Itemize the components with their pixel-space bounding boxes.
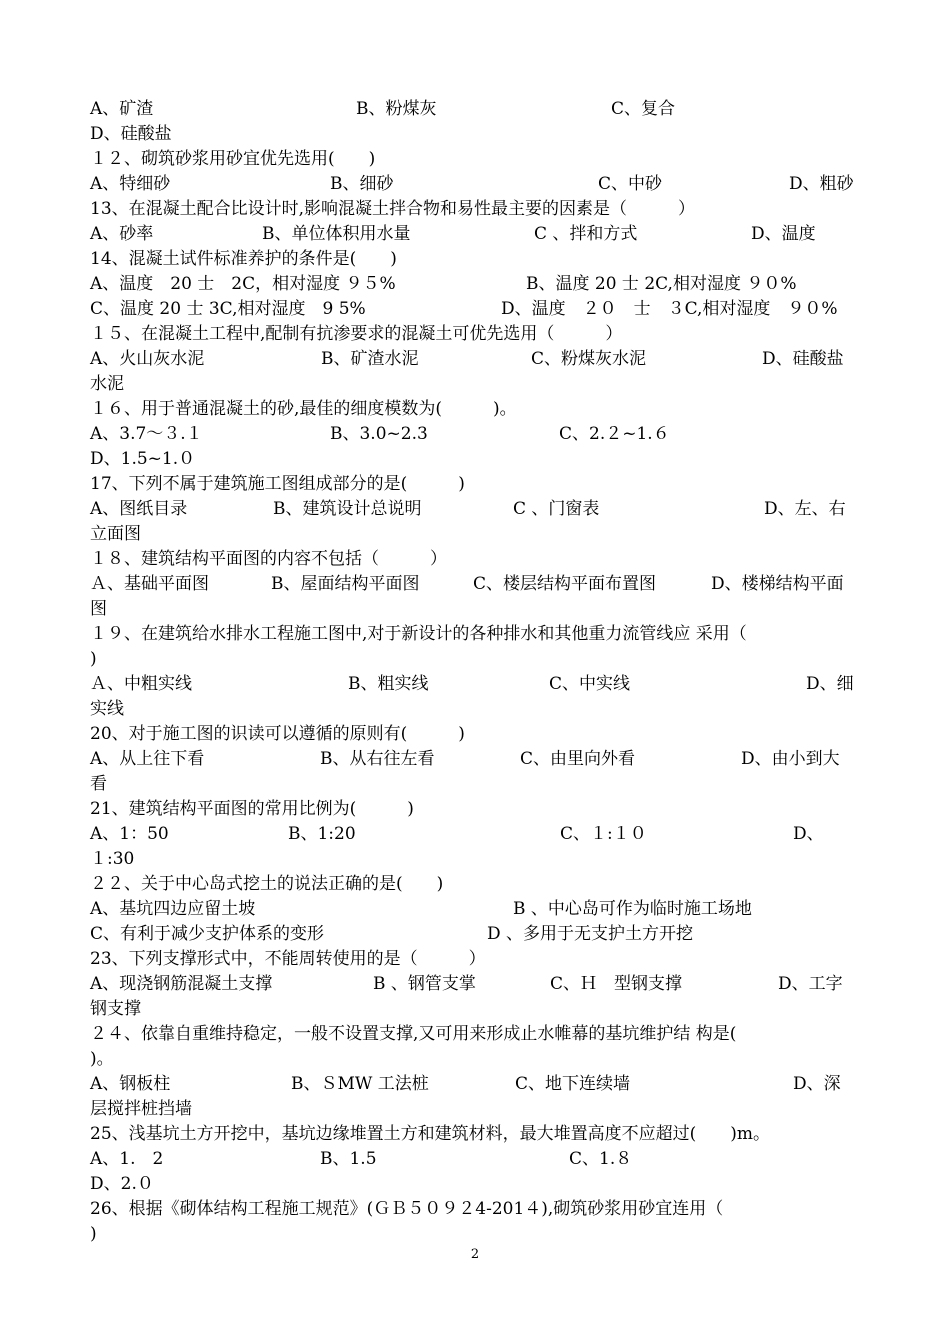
option-d: D、温度 xyxy=(751,224,816,244)
option-b: B、3.0~2.3 xyxy=(330,424,428,444)
question-22: ２２、关于中心岛式挖土的说法正确的是( ) xyxy=(90,874,444,894)
text-line xyxy=(90,1047,870,1072)
option-b: B、温度 20 士 2C,相对湿度 ９０% xyxy=(526,274,797,294)
option-continuation: 层搅拌桩挡墙 xyxy=(90,1099,192,1119)
question-continuation: )。 xyxy=(90,1049,114,1069)
question-line xyxy=(90,197,870,222)
question-24: ２４、依靠自重维持稳定，一般不设置支撑,又可用来形成止水帷幕的基坑维护结 构是( xyxy=(90,1024,737,1044)
question-17: 17、下列不属于建筑施工图组成部分的是( ) xyxy=(90,474,465,494)
option-d: D、2.０ xyxy=(90,1174,154,1194)
option-a: Ａ、中粗实线 xyxy=(90,674,192,694)
text-line xyxy=(90,97,870,122)
option-c: C、楼层结构平面布置图 xyxy=(473,574,657,594)
option-c: C、１:１０ xyxy=(560,824,647,844)
option-d: D、温度 ２０ 士 ３C,相对湿度 ９０% xyxy=(501,299,838,319)
question-line xyxy=(90,947,870,972)
option-b: B、粉煤灰 xyxy=(356,99,437,119)
question-line xyxy=(90,547,870,572)
question-25: 25、浅基坑土方开挖中，基坑边缘堆置土方和建筑材料，最大堆置高度不应超过( )m。 xyxy=(90,1124,771,1144)
text-line xyxy=(90,572,870,597)
question-16: １６、用于普通混凝土的砂,最佳的细度模数为( )。 xyxy=(90,399,517,419)
text-line xyxy=(90,172,870,197)
option-b: B、屋面结构平面图 xyxy=(271,574,420,594)
text-line xyxy=(90,847,870,872)
text-line xyxy=(90,447,870,472)
question-line xyxy=(90,1122,870,1147)
text-line xyxy=(90,697,870,722)
question-19: １９、在建筑给水排水工程施工图中,对于新设计的各种排水和其他重力流管线应 采用（ xyxy=(90,624,747,644)
text-line xyxy=(90,672,870,697)
text-line xyxy=(90,222,870,247)
question-15: １５、在混凝土工程中,配制有抗渗要求的混凝土可优先选用（ ） xyxy=(90,324,623,344)
text-line xyxy=(90,372,870,397)
option-b: B 、钢管支掌 xyxy=(373,974,476,994)
option-b: B 、中心岛可作为临时施工场地 xyxy=(513,899,752,919)
option-d: D、 xyxy=(793,824,824,844)
option-a: A、矿渣 xyxy=(90,99,154,119)
question-line xyxy=(90,1197,870,1222)
option-c: C、有利于减少支护体系的变形 xyxy=(90,924,325,944)
option-b: B、细砂 xyxy=(330,174,394,194)
option-d: D、由小到大 xyxy=(741,749,840,769)
question-line xyxy=(90,797,870,822)
text-line xyxy=(90,347,870,372)
option-d: D、1.5~1.０ xyxy=(90,449,196,469)
text-line xyxy=(90,122,870,147)
option-c: C、Ｈ 型钢支撑 xyxy=(550,974,683,994)
option-b: B、建筑设计总说明 xyxy=(273,499,422,519)
option-a: A、特细砂 xyxy=(90,174,171,194)
text-line xyxy=(90,997,870,1022)
question-14: 14、混凝土试件标准养护的条件是( ) xyxy=(90,249,397,269)
question-line xyxy=(90,472,870,497)
question-continuation: ) xyxy=(90,1224,97,1244)
text-line xyxy=(90,422,870,447)
option-a: A、现浇钢筋混凝土支撑 xyxy=(90,974,273,994)
text-line xyxy=(90,272,870,297)
option-a: A、图纸目录 xyxy=(90,499,188,519)
option-b: B、1:20 xyxy=(288,824,356,844)
question-line xyxy=(90,397,870,422)
option-c: C、复合 xyxy=(611,99,676,119)
question-12: １２、砌筑砂浆用砂宜优先选用( ) xyxy=(90,149,376,169)
question-line xyxy=(90,147,870,172)
question-line xyxy=(90,872,870,897)
option-c: C、1.８ xyxy=(569,1149,633,1169)
text-line xyxy=(90,647,870,672)
question-21: 21、建筑结构平面图的常用比例为( ) xyxy=(90,799,414,819)
option-d: D、细 xyxy=(806,674,854,694)
option-a: A、钢板柱 xyxy=(90,1074,171,1094)
question-23: 23、下列支撑形式中，不能周转使用的是（ ） xyxy=(90,949,486,969)
option-c: C、中砂 xyxy=(598,174,663,194)
option-a: Ａ、基础平面图 xyxy=(90,574,209,594)
option-a: A、温度 20 士 2C，相对湿度 ９５% xyxy=(90,274,396,294)
option-d: D、左、右 xyxy=(764,499,846,519)
option-continuation: 立面图 xyxy=(90,524,141,544)
question-continuation: ) xyxy=(90,649,97,669)
option-a: A、1. 2 xyxy=(90,1149,164,1169)
option-c: C、地下连续墙 xyxy=(515,1074,631,1094)
option-d: D 、多用于无支护土方开挖 xyxy=(487,924,694,944)
question-line xyxy=(90,247,870,272)
text-line xyxy=(90,1172,870,1197)
text-line xyxy=(90,522,870,547)
option-d: D、楼梯结构平面 xyxy=(711,574,844,594)
option-d: D、工字 xyxy=(778,974,843,994)
option-d: D、粗砂 xyxy=(789,174,854,194)
text-line xyxy=(90,597,870,622)
question-line xyxy=(90,722,870,747)
page-number: 2 xyxy=(470,1247,480,1262)
text-line xyxy=(90,1072,870,1097)
text-line xyxy=(90,822,870,847)
option-c: C、由里向外看 xyxy=(520,749,636,769)
option-c: C、温度 20 士 3C,相对湿度 9 5% xyxy=(90,299,366,319)
option-a: A、3.7～３.１ xyxy=(90,424,203,444)
question-line xyxy=(90,622,870,647)
option-continuation: 水泥 xyxy=(90,374,124,394)
text-line xyxy=(90,297,870,322)
option-d: D、硅酸盐 xyxy=(762,349,844,369)
option-c: C、中实线 xyxy=(549,674,631,694)
text-line xyxy=(90,1147,870,1172)
option-c: C、粉煤灰水泥 xyxy=(531,349,647,369)
text-line xyxy=(90,497,870,522)
option-a: A、1：50 xyxy=(90,824,169,844)
text-line xyxy=(90,972,870,997)
option-d: D、硅酸盐 xyxy=(90,124,172,144)
text-line xyxy=(90,1097,870,1122)
option-b: B、从右往左看 xyxy=(320,749,435,769)
option-b: B、单位体积用水量 xyxy=(262,224,411,244)
question-26: 26、根据《砌体结构工程施工规范》(ＧＢ５０９２4-201４),砌筑砂浆用砂宜连用（ xyxy=(90,1199,724,1219)
question-20: 20、对于施工图的识读可以遵循的原则有( ) xyxy=(90,724,465,744)
option-continuation: 看 xyxy=(90,774,107,794)
question-13: 13、在混凝土配合比设计时,影响混凝土拌合物和易性最主要的因素是（ ） xyxy=(90,199,696,219)
text-line xyxy=(90,1222,870,1247)
option-continuation: 钢支撑 xyxy=(90,999,141,1019)
text-line xyxy=(90,772,870,797)
option-a: A、火山灰水泥 xyxy=(90,349,205,369)
option-b: B、1.5 xyxy=(320,1149,377,1169)
option-d: D、深 xyxy=(793,1074,841,1094)
option-b: B、矿渣水泥 xyxy=(321,349,419,369)
option-continuation: １:30 xyxy=(90,849,135,869)
option-continuation: 实线 xyxy=(90,699,124,719)
option-b: B、粗实线 xyxy=(348,674,429,694)
option-a: A、砂率 xyxy=(90,224,154,244)
option-c: C 、门窗表 xyxy=(513,499,600,519)
option-c: C、2.２~1.６ xyxy=(559,424,670,444)
question-line xyxy=(90,322,870,347)
text-line xyxy=(90,897,870,922)
question-18: １８、建筑结构平面图的内容不包括（ ） xyxy=(90,549,447,569)
option-c: C 、拌和方式 xyxy=(534,224,638,244)
question-line xyxy=(90,1022,870,1047)
option-continuation: 图 xyxy=(90,599,107,619)
option-a: A、从上往下看 xyxy=(90,749,205,769)
text-line xyxy=(90,747,870,772)
text-line xyxy=(90,922,870,947)
option-b: B、ＳMW 工法桩 xyxy=(291,1074,429,1094)
option-a: A、基坑四边应留土坡 xyxy=(90,899,256,919)
